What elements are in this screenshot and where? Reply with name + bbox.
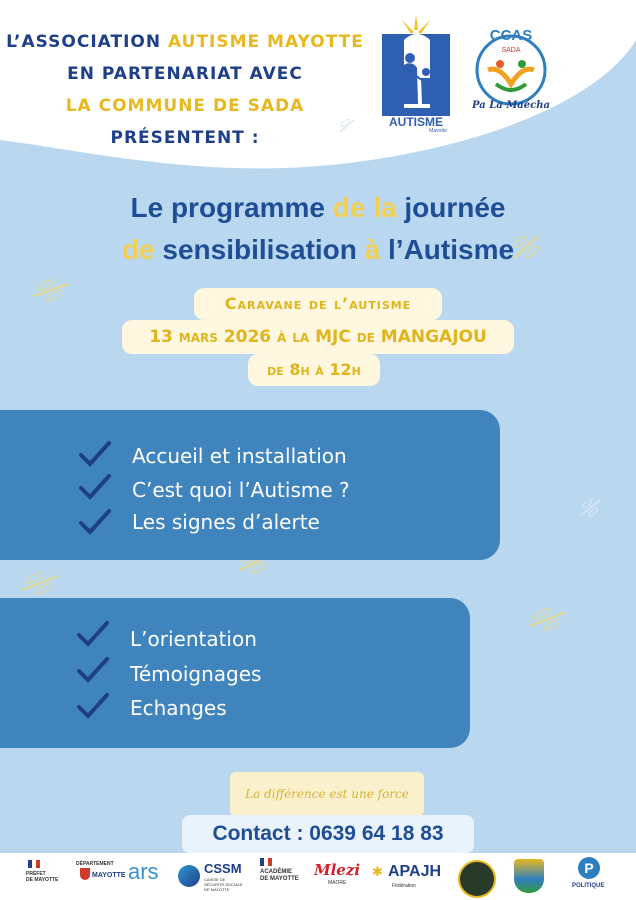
coat-of-arms-icon xyxy=(80,868,90,880)
header-association-name: AUTISME MAYOTTE xyxy=(168,32,364,52)
header-line-partnership: EN PARTENARIAT AVEC xyxy=(67,64,303,84)
check-icon xyxy=(78,508,112,538)
french-flag-icon xyxy=(260,858,272,866)
title-part: journée xyxy=(396,192,506,223)
ccas-logo-slogan: Pa La Maécha xyxy=(472,100,550,111)
title-part-highlight: à xyxy=(364,234,381,265)
politique-text: POLITIQUE xyxy=(572,883,605,889)
contact-phone: Contact : 0639 64 18 83 xyxy=(182,815,474,853)
politique-p-icon: P xyxy=(578,857,600,879)
ccas-sada-logo xyxy=(466,20,556,112)
association-emblem-logo xyxy=(456,853,496,900)
mlezi-text: Mlezi xyxy=(314,861,361,879)
cssm-text: CSSM xyxy=(204,861,242,876)
program-panel-part2 xyxy=(0,598,470,748)
cssm-subtext: CAISSE DE SÉCURITÉ SOCIALE DE MAYOTTE xyxy=(204,877,243,892)
dragonfly-icon xyxy=(30,276,72,304)
ccas-logo-text: CCAS xyxy=(489,27,533,44)
program-item: L’orientation xyxy=(130,627,257,651)
cssm-logo xyxy=(176,853,248,900)
program-item: Les signes d’alerte xyxy=(132,510,320,534)
header-association-prefix: L’ASSOCIATION xyxy=(6,32,168,52)
french-flag-icon xyxy=(28,860,40,868)
mlezi-subtext: MAORE xyxy=(328,880,347,886)
autisme-logo-text: AUTISME xyxy=(389,115,443,129)
dragonfly-icon xyxy=(18,568,62,598)
autisme-logo-subtext: Mayotte xyxy=(429,128,447,132)
event-date-place: 13 mars 2026 à la MJC de MANGAJOU xyxy=(122,320,514,354)
title-part-highlight: de xyxy=(121,234,155,265)
partner-logos-footer xyxy=(0,853,636,900)
check-icon xyxy=(76,620,110,650)
title-part-highlight: de la xyxy=(332,192,397,223)
apajh-subtext: Fédération xyxy=(392,883,416,889)
check-icon xyxy=(76,692,110,722)
apajh-star-icon: ✱ xyxy=(372,865,383,880)
check-icon xyxy=(78,473,112,503)
event-hours: de 8h à 12h xyxy=(248,354,380,386)
academie-text: ACADÉMIE xyxy=(260,869,293,875)
check-icon xyxy=(78,440,112,470)
prefet-text: DE MAYOTTE xyxy=(26,877,59,883)
header-line-present: PRÉSENTENT : xyxy=(110,128,260,148)
program-panel-part1 xyxy=(0,410,500,560)
program-item: Accueil et installation xyxy=(132,444,347,468)
event-name: Caravane de l’autisme xyxy=(194,288,442,320)
slogan-banner: La différence est une force xyxy=(230,772,424,816)
ccas-logo-subtext: SADA xyxy=(501,47,521,54)
ars-logo xyxy=(124,853,170,900)
title-part: l’Autisme xyxy=(380,234,515,265)
departement-top-text: DÉPARTEMENT xyxy=(76,861,114,867)
ars-text: ars xyxy=(128,859,159,884)
shield-icon xyxy=(514,859,544,893)
departement-mayotte-logo xyxy=(72,853,126,900)
header-line-association xyxy=(0,32,370,52)
program-item: Témoignages xyxy=(130,662,262,686)
header-line-commune: LA COMMUNE DE SADA xyxy=(65,96,305,116)
academie-text: DE MAYOTTE xyxy=(260,876,299,882)
cssm-wave-icon xyxy=(178,865,200,887)
dragonfly-icon xyxy=(526,604,570,634)
politique-ville-logo xyxy=(570,853,614,900)
academie-mayotte-logo xyxy=(258,853,308,900)
dragonfly-icon xyxy=(508,232,544,262)
apajh-text: APAJH xyxy=(388,863,442,880)
prefet-mayotte-logo xyxy=(24,853,64,900)
title-part: sensibilisation xyxy=(154,234,365,265)
prefet-text: PRÉFET xyxy=(26,871,46,877)
program-item: C’est quoi l’Autisme ? xyxy=(132,478,350,502)
autisme-mayotte-logo xyxy=(372,12,460,132)
mlezi-maore-logo xyxy=(312,853,362,900)
commune-sada-logo xyxy=(508,853,552,900)
check-icon xyxy=(76,656,110,686)
emblem-circle-icon xyxy=(458,860,496,898)
program-item: Echanges xyxy=(130,696,227,720)
dragonfly-icon xyxy=(336,116,358,136)
apajh-logo xyxy=(372,853,452,900)
departement-text: MAYOTTE xyxy=(92,872,126,879)
title-part: Le programme xyxy=(130,192,333,223)
dragonfly-icon xyxy=(576,496,604,520)
program-title-line1 xyxy=(0,192,636,224)
